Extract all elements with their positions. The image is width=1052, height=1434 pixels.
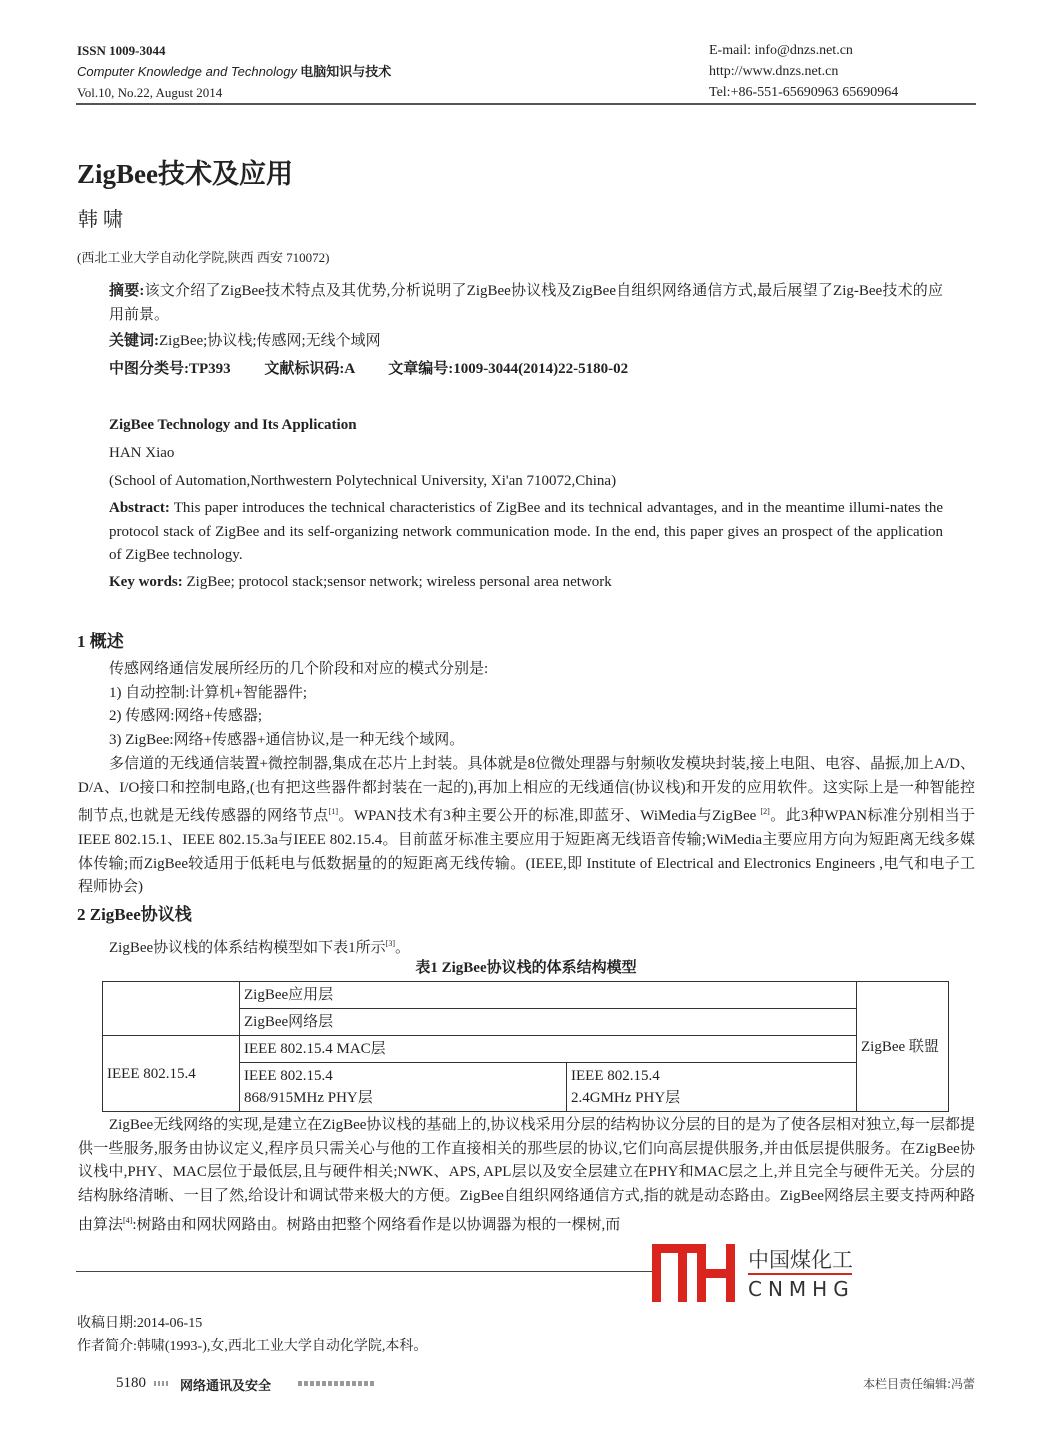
section1-intro: 传感网络通信发展所经历的几个阶段和对应的模式分别是:	[109, 661, 489, 677]
text: 2.4GMHz PHY层	[571, 1090, 681, 1106]
text: IEEE 802.15.4	[244, 1068, 333, 1084]
keywords-text: ZigBee;协议栈;传感网;无线个域网	[159, 333, 381, 349]
text: 。WPAN技术有3种主要公开的标准,即蓝牙、WiMedia与ZigBee	[338, 808, 761, 825]
logo-en: CNMHG	[748, 1277, 855, 1301]
cell-app-layer: ZigBee应用层	[240, 982, 857, 1009]
cnmhg-logo	[652, 1244, 862, 1304]
text: 。	[394, 940, 410, 956]
column-editor: 本栏目责任编辑:冯蕾	[862, 1377, 975, 1391]
table-caption: 表1 ZigBee协议栈的体系结构模型	[415, 960, 637, 976]
footnotes	[77, 1312, 427, 1358]
footnote-rule	[76, 1271, 656, 1272]
list-item: 1) 自动控制:计算机+智能器件;	[109, 684, 308, 701]
paper-title: ZigBee技术及应用	[77, 159, 293, 189]
english-title: ZigBee Technology and Its Application	[109, 417, 357, 433]
citation: [4]	[123, 1215, 133, 1225]
author: 韩 啸	[78, 209, 123, 231]
cell-mac-layer: IEEE 802.15.4 MAC层	[240, 1036, 857, 1063]
text: 。此3种WPAN标准分别相当于IEEE 802.15.1、IEEE 802.15.3a与IEEE 802.15.4。目前蓝牙标准主要应用于短距离无线语音传输;WiMedia主要应用方向为短距离无线多媒体传输;而ZigBee较适用于低耗电与低数据量的的短距离无线传输。(IEEE,即 Institute of Electrical and Electronics Engineers ,电气和电子工程师协会)	[78, 808, 975, 896]
footer-dots	[298, 1381, 376, 1386]
issn: ISSN 1009-3044	[77, 43, 166, 58]
abstract-text: 该文介绍了ZigBee技术特点及其优势,分析说明了ZigBee协议栈及ZigBee自组织网络通信方式,最后展望了Zig-Bee技术的应用前景。	[109, 283, 944, 323]
empty-cell	[103, 982, 240, 1036]
text: ZigBee无线网络的实现,是建立在ZigBee协议栈的基础上的,协议栈采用分层的结构协议分层的目的是为了使各层相对独立,每一层都提供一些服务,服务由协议定义,程序员只需关心与他的工作直接相关的那些层的协议,它们向高层提供服务,并由低层提供服务。在ZigBee协议栈中,PHY、MAC层位于最低层,且与硬件相关;NWK、APS, APL层以及安全层建立在PHY和MAC层之上,并且完全与硬件无关。分层的结构脉络清晰、一目了然,给设计和调试带来极大的方便。ZigBee自组织网络通信方式,指的就是动态路由。ZigBee网络层主要支持两种路由算法	[78, 1117, 976, 1233]
english-affiliation: (School of Automation,Northwestern Polytechnical University, Xi'an 710072,China)	[109, 473, 617, 489]
journal-info	[77, 40, 391, 103]
page-number: 5180	[116, 1375, 146, 1391]
citation: [2]	[760, 807, 770, 817]
section1-body	[78, 658, 975, 900]
affiliation: (西北工业大学自动化学院,陕西 西安 710072)	[77, 250, 330, 265]
volume: Vol.10, No.22, August 2014	[77, 85, 223, 100]
column-name: 网络通讯及安全	[180, 1379, 272, 1394]
clc-label: 中图分类号:	[109, 361, 189, 377]
email: E-mail: info@dnzs.net.cn	[709, 43, 853, 58]
section1-heading: 1 概述	[77, 632, 124, 651]
cell-ieee: IEEE 802.15.4	[103, 1036, 240, 1112]
citation: [3]	[385, 939, 395, 948]
cell-zigbee-alliance: ZigBee 联盟	[857, 982, 949, 1112]
logo-cn: 中国煤化工	[748, 1248, 853, 1272]
abstract-cn	[109, 280, 943, 327]
contact-info	[709, 40, 898, 103]
text: IEEE 802.15.4	[571, 1068, 660, 1084]
english-abstract	[109, 497, 943, 568]
keywords-cn	[109, 330, 381, 354]
abstract-en-label: Abstract:	[109, 500, 170, 516]
english-keywords	[109, 571, 612, 595]
keywords-en-label: Key words:	[109, 574, 183, 590]
abstract-label: 摘要:	[109, 283, 145, 299]
text: ZigBee协议栈的体系结构模型如下表1所示	[109, 940, 386, 956]
english-author: HAN Xiao	[109, 445, 175, 461]
text: 多信道的无线通信装置+微控制器,集成在芯片上封装。具体就是8位微处理器与射频收发模块封装,接上电阻、电容、晶振,加上A/D、D/A、I/O接口和控制电路,(也有把这些器件都封装在一起的),再加上相应的无线通信(协议栈)和开发的应用软件。这实际上是一种智能控制节点,也就是无线传感器的网络节点	[78, 755, 975, 825]
doc-label: 文献标识码:	[264, 361, 345, 377]
protocol-stack-table	[102, 981, 949, 1112]
text: 868/915MHz PHY层	[244, 1090, 373, 1106]
received-date: 收稿日期:2014-06-15	[77, 1316, 203, 1331]
header-rule	[76, 103, 976, 105]
cell-phy-868	[240, 1063, 567, 1112]
abstract-en-text: This paper introduces the technical characteristics of ZigBee and its technical advantages, and in the meantime illumi-nates the protocol stack of ZigBee and its self-organizing network communication mode. In the end, this paper gives an prospect of the application of ZigBee technology.	[109, 500, 944, 564]
art-label: 文章编号:	[388, 361, 454, 377]
url[interactable]: http://www.dnzs.net.cn	[709, 64, 839, 79]
list-item: 2) 传感网:网络+传感器;	[109, 708, 263, 725]
doc: A	[344, 361, 355, 377]
clc: TP393	[189, 361, 231, 377]
section2-paragraph	[78, 1114, 975, 1238]
section2-heading: 2 ZigBee协议栈	[77, 905, 192, 924]
tel: Tel:+86-551-65690963 65690964	[709, 85, 899, 100]
art: 1009-3044(2014)22-5180-02	[453, 361, 629, 377]
text: :树路由和网状网路由。树路由把整个网络看作是以协调器为根的一棵树,而	[132, 1216, 621, 1233]
section1-paragraph	[78, 753, 975, 900]
cell-network-layer: ZigBee网络层	[240, 1009, 857, 1036]
footer-dots	[154, 1381, 168, 1386]
author-bio: 作者简介:韩啸(1993-),女,西北工业大学自动化学院,本科。	[77, 1339, 428, 1354]
citation: [1]	[328, 807, 339, 817]
list-item: 3) ZigBee:网络+传感器+通信协议,是一种无线个域网。	[109, 732, 465, 749]
keywords-en-text: ZigBee; protocol stack;sensor network; wireless personal area network	[186, 574, 612, 590]
journal-en: Computer Knowledge and Technology	[77, 64, 297, 79]
keywords-label: 关键词:	[109, 333, 159, 349]
journal-cn: 电脑知识与技术	[300, 64, 392, 79]
classification	[109, 358, 628, 382]
cell-phy-24	[567, 1063, 857, 1112]
